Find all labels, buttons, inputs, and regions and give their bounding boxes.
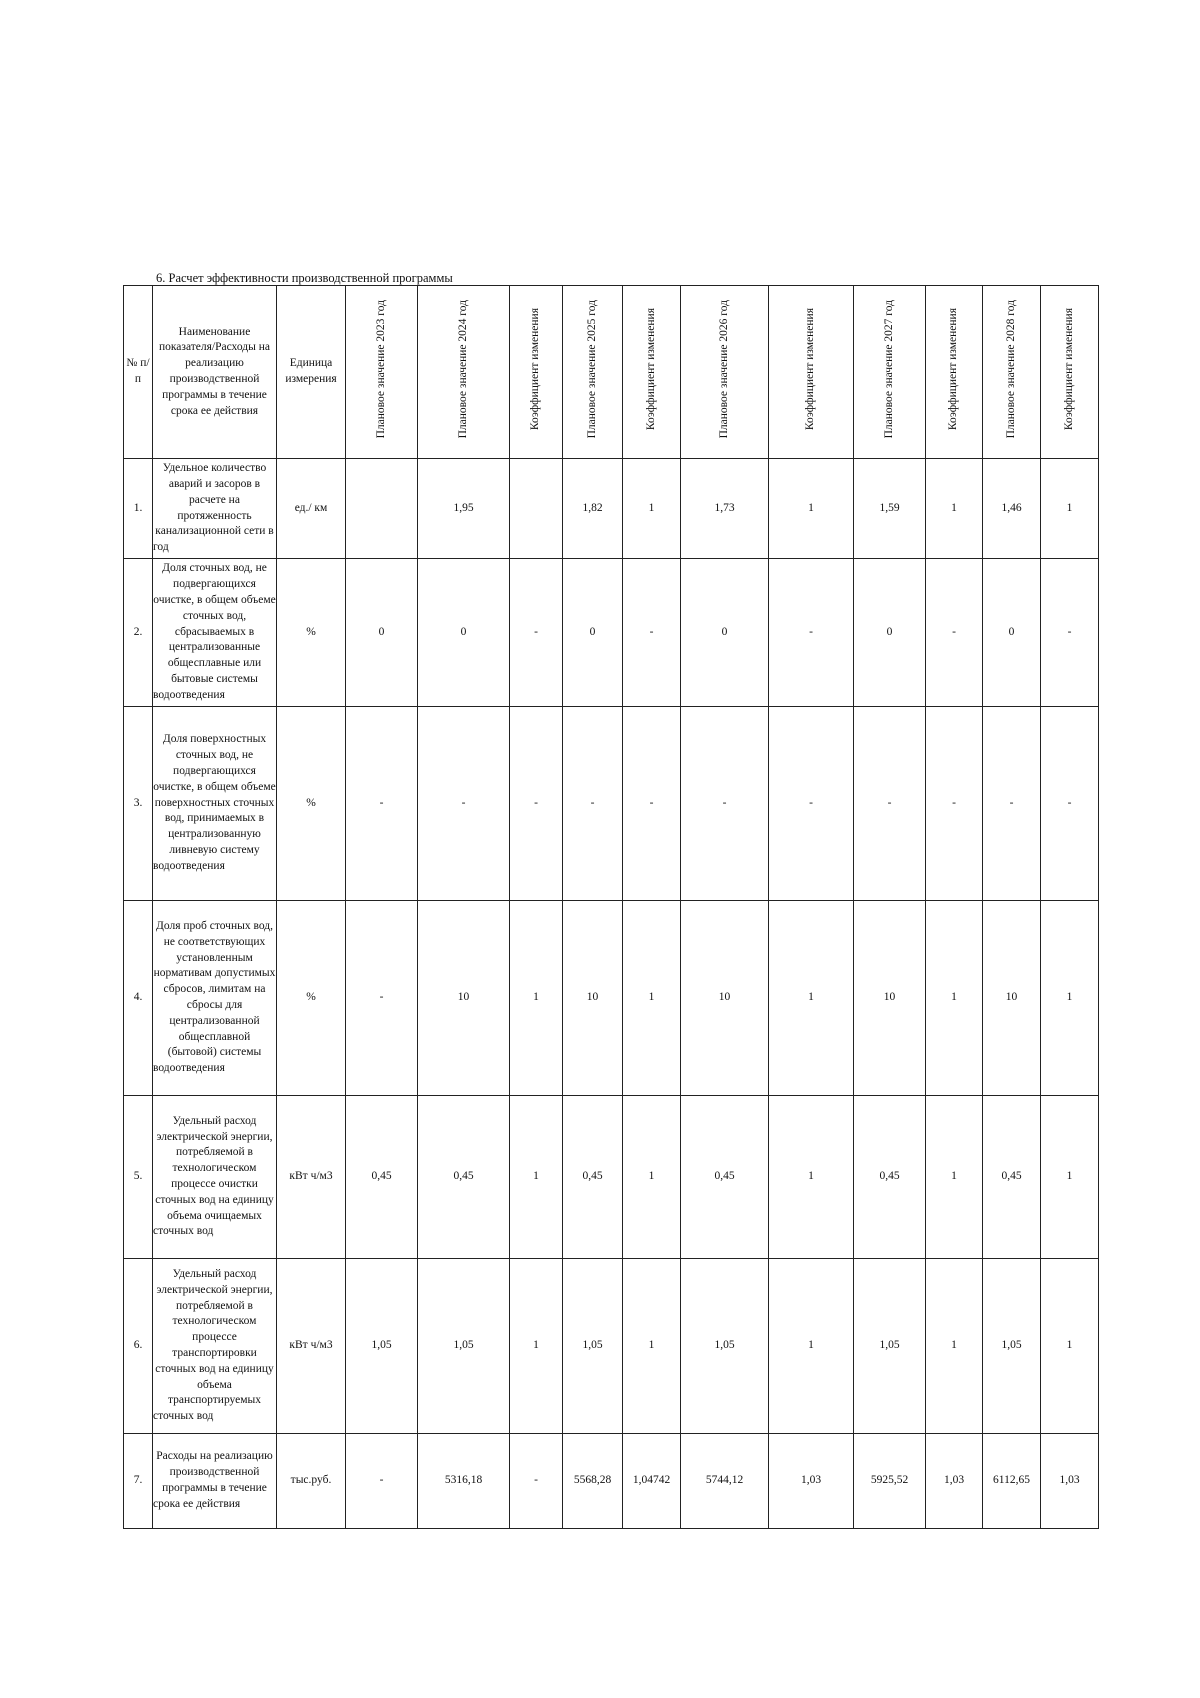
row-unit: ед./ км	[277, 459, 346, 559]
cell-plan-2024: 0	[418, 559, 510, 707]
cell-plan-2025: 10	[563, 901, 623, 1096]
table-row	[124, 1259, 1099, 1434]
cell-coef-2028: 1,03	[1041, 1434, 1099, 1529]
cell-plan-2024: -	[418, 707, 510, 901]
cell-plan-2028: 0,45	[983, 1096, 1041, 1259]
efficiency-table	[123, 285, 1099, 1529]
cell-plan-2024: 1,05	[418, 1259, 510, 1434]
header-plan-2028: Плановое значение 2028 год	[983, 286, 1041, 459]
cell-coef-2027: -	[926, 559, 983, 707]
cell-plan-2026: 10	[681, 901, 769, 1096]
row-name: Доля проб сточных вод, не соответствующих установленным нормативам допустимых сбросов, лимитам на сбросы для централизованной общесплавной (бытовой) системы водоотведения	[153, 901, 277, 1096]
cell-plan-2023: 0	[346, 559, 418, 707]
row-num: 3.	[124, 707, 153, 901]
cell-coef-2025: 1	[623, 901, 681, 1096]
cell-plan-2025: 0,45	[563, 1096, 623, 1259]
cell-plan-2028: 6112,65	[983, 1434, 1041, 1529]
header-plan-2025: Плановое значение 2025 год	[563, 286, 623, 459]
table-row	[124, 901, 1099, 1096]
cell-coef-2024: -	[510, 559, 563, 707]
row-unit: кВт ч/м3	[277, 1259, 346, 1434]
header-coef-2026: Коэффициент изменения	[769, 286, 854, 459]
cell-plan-2028: -	[983, 707, 1041, 901]
header-plan-2023: Плановое значение 2023 год	[346, 286, 418, 459]
cell-coef-2027: 1	[926, 1259, 983, 1434]
cell-coef-2024: 1	[510, 901, 563, 1096]
row-num: 2.	[124, 559, 153, 707]
cell-coef-2028: 1	[1041, 459, 1099, 559]
cell-coef-2025: -	[623, 559, 681, 707]
cell-plan-2026: 0,45	[681, 1096, 769, 1259]
row-unit: %	[277, 901, 346, 1096]
row-unit: кВт ч/м3	[277, 1096, 346, 1259]
cell-coef-2026: 1	[769, 459, 854, 559]
cell-plan-2023: -	[346, 707, 418, 901]
cell-plan-2027: -	[854, 707, 926, 901]
cell-coef-2026: -	[769, 559, 854, 707]
table-row	[124, 707, 1099, 901]
row-unit: %	[277, 559, 346, 707]
cell-coef-2027: 1,03	[926, 1434, 983, 1529]
header-num: № п/п	[124, 286, 153, 459]
row-unit: тыс.руб.	[277, 1434, 346, 1529]
cell-plan-2026: 1,73	[681, 459, 769, 559]
header-coef-2024: Коэффициент изменения	[510, 286, 563, 459]
cell-plan-2023: -	[346, 1434, 418, 1529]
cell-plan-2025: 1,05	[563, 1259, 623, 1434]
header-plan-2026: Плановое значение 2026 год	[681, 286, 769, 459]
table-caption: 6. Расчет эффективности производственной программы	[156, 271, 453, 285]
cell-coef-2026: 1	[769, 1259, 854, 1434]
cell-plan-2027: 0	[854, 559, 926, 707]
table-row	[124, 1096, 1099, 1259]
row-num: 5.	[124, 1096, 153, 1259]
cell-plan-2023: -	[346, 901, 418, 1096]
cell-coef-2024: 1	[510, 1259, 563, 1434]
row-name: Удельное количество аварий и засоров в расчете на протяженность канализационной сети в год	[153, 459, 277, 559]
cell-plan-2027: 1,59	[854, 459, 926, 559]
row-num: 4.	[124, 901, 153, 1096]
cell-coef-2024: 1	[510, 1096, 563, 1259]
cell-plan-2024: 1,95	[418, 459, 510, 559]
table-row	[124, 459, 1099, 559]
cell-plan-2025: 1,82	[563, 459, 623, 559]
cell-coef-2028: -	[1041, 707, 1099, 901]
cell-plan-2026: 0	[681, 559, 769, 707]
cell-plan-2026: -	[681, 707, 769, 901]
cell-plan-2026: 1,05	[681, 1259, 769, 1434]
cell-coef-2027: 1	[926, 459, 983, 559]
header-name: Наименование показателя/Расходы на реализацию производственной программы в течение срока ее действия	[153, 286, 277, 459]
row-name: Доля сточных вод, не подвергающихся очистке, в общем объеме сточных вод, сбрасываемых в централизованные общесплавные или бытовые системы водоотведения	[153, 559, 277, 707]
cell-plan-2027: 0,45	[854, 1096, 926, 1259]
cell-coef-2025: 1	[623, 459, 681, 559]
cell-coef-2026: 1	[769, 1096, 854, 1259]
cell-coef-2025: 1,04742	[623, 1434, 681, 1529]
cell-coef-2024: -	[510, 707, 563, 901]
cell-plan-2027: 5925,52	[854, 1434, 926, 1529]
header-coef-2027: Коэффициент изменения	[926, 286, 983, 459]
row-num: 1.	[124, 459, 153, 559]
cell-plan-2028: 1,46	[983, 459, 1041, 559]
row-name: Доля поверхностных сточных вод, не подвергающихся очистке, в общем объеме поверхностных сточных вод, принимаемых в централизованную ливневую систему водоотведения	[153, 707, 277, 901]
cell-coef-2027: 1	[926, 1096, 983, 1259]
table-row	[124, 559, 1099, 707]
cell-plan-2025: 0	[563, 559, 623, 707]
cell-plan-2024: 0,45	[418, 1096, 510, 1259]
cell-plan-2027: 1,05	[854, 1259, 926, 1434]
row-name: Удельный расход электрической энергии, потребляемой в технологическом процессе очистки сточных вод на единицу объема очищаемых сточных вод	[153, 1096, 277, 1259]
cell-coef-2027: -	[926, 707, 983, 901]
cell-coef-2025: -	[623, 707, 681, 901]
cell-coef-2026: -	[769, 707, 854, 901]
cell-plan-2027: 10	[854, 901, 926, 1096]
header-unit: Единица измерения	[277, 286, 346, 459]
cell-coef-2027: 1	[926, 901, 983, 1096]
row-num: 7.	[124, 1434, 153, 1529]
cell-plan-2023: 0,45	[346, 1096, 418, 1259]
cell-plan-2024: 10	[418, 901, 510, 1096]
cell-plan-2025: 5568,28	[563, 1434, 623, 1529]
cell-coef-2028: 1	[1041, 1096, 1099, 1259]
cell-plan-2023	[346, 459, 418, 559]
header-coef-2025: Коэффициент изменения	[623, 286, 681, 459]
cell-coef-2028: 1	[1041, 1259, 1099, 1434]
header-row	[124, 286, 1099, 459]
cell-plan-2028: 0	[983, 559, 1041, 707]
cell-plan-2026: 5744,12	[681, 1434, 769, 1529]
cell-coef-2025: 1	[623, 1096, 681, 1259]
header-plan-2027: Плановое значение 2027 год	[854, 286, 926, 459]
cell-coef-2024	[510, 459, 563, 559]
header-coef-2028: Коэффициент изменения	[1041, 286, 1099, 459]
row-name: Удельный расход электрической энергии, потребляемой в технологическом процессе транспортировки сточных вод на единицу объема транспортируемых сточных вод	[153, 1259, 277, 1434]
cell-coef-2025: 1	[623, 1259, 681, 1434]
cell-plan-2028: 10	[983, 901, 1041, 1096]
cell-plan-2023: 1,05	[346, 1259, 418, 1434]
row-name: Расходы на реализацию производственной программы в течение срока ее действия	[153, 1434, 277, 1529]
cell-plan-2025: -	[563, 707, 623, 901]
cell-coef-2028: 1	[1041, 901, 1099, 1096]
row-unit: %	[277, 707, 346, 901]
cell-coef-2028: -	[1041, 559, 1099, 707]
cell-coef-2024: -	[510, 1434, 563, 1529]
header-plan-2024: Плановое значение 2024 год	[418, 286, 510, 459]
cell-coef-2026: 1,03	[769, 1434, 854, 1529]
row-num: 6.	[124, 1259, 153, 1434]
table-row	[124, 1434, 1099, 1529]
cell-coef-2026: 1	[769, 901, 854, 1096]
cell-plan-2024: 5316,18	[418, 1434, 510, 1529]
cell-plan-2028: 1,05	[983, 1259, 1041, 1434]
